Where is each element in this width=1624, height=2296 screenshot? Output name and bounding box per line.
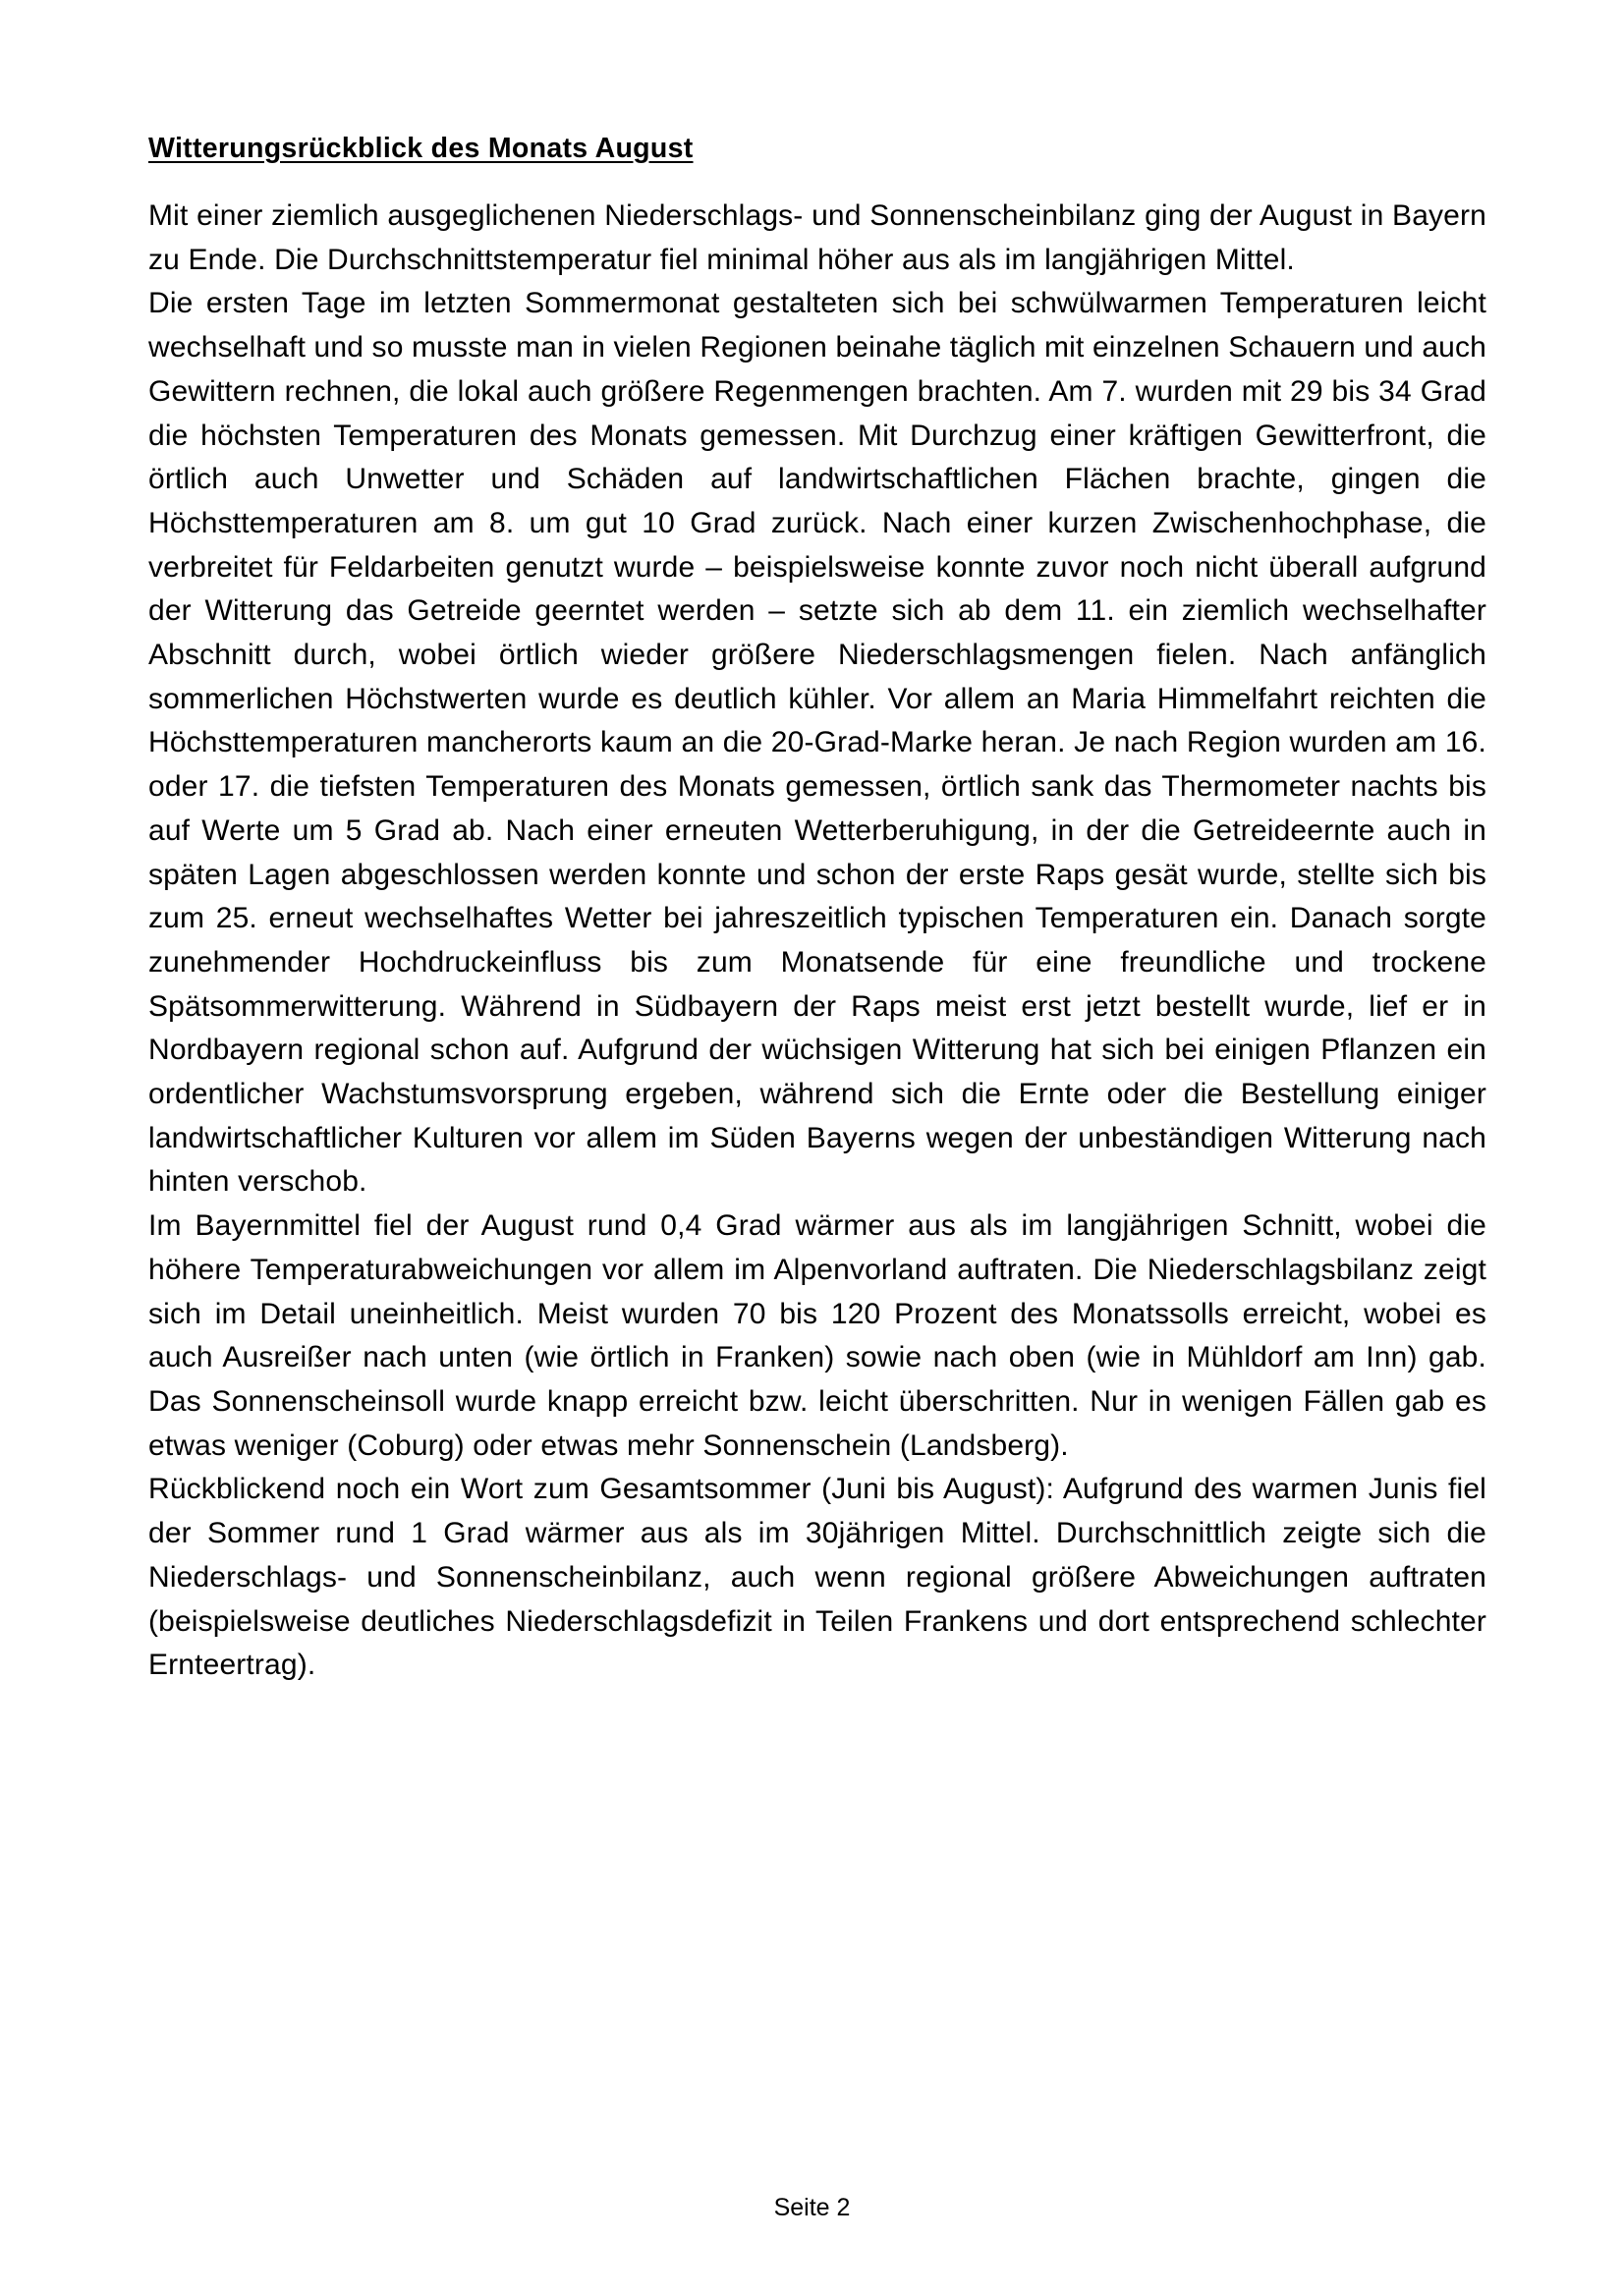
paragraph-bavaria-average: Im Bayernmittel fiel der August rund 0,4 Grad wärmer aus als im langjährigen Schnitt, wobei die höhere Temperaturabweichungen vor allem im Alpenvorland auftraten. Die Niederschlagsbilanz zeigt sich im Detail uneinheitlich. Meist wurden 70 bis 120 Prozent des Monatssolls erreicht, wobei es auch Ausreißer nach unten (wie örtlich in Franken) sowie nach oben (wie in Mühldorf am Inn) gab. Das Sonnenscheinsoll wurde knapp erreicht bzw. leicht überschritten. Nur in wenigen Fällen gab es etwas weniger (Coburg) oder etwas mehr Sonnenschein (Landsberg). xyxy=(148,1209,1486,1462)
document-title: Witterungsrückblick des Monats August xyxy=(148,133,694,164)
document-body xyxy=(148,127,1486,1688)
paragraph-summary: Mit einer ziemlich ausgeglichenen Niederschlags- und Sonnenscheinbilanz ging der August in Bayern zu Ende. Die Durchschnittstemperatur fiel minimal höher aus als im langjährigen Mittel. xyxy=(148,199,1486,276)
page-number: Seite 2 xyxy=(773,2194,851,2221)
paragraph-summer-review: Rückblickend noch ein Wort zum Gesamtsommer (Juni bis August): Aufgrund des warmen Junis fiel der Sommer rund 1 Grad wärmer aus als im 30jährigen Mittel. Durchschnittlich zeigte sich die Niederschlags- und Sonnenscheinbilanz, auch wenn regional größere Abweichungen auftraten (beispielsweise deutliches Niederschlagsdefizit in Teilen Frankens und dort entsprechend schlechter Ernteertrag). xyxy=(148,1473,1486,1682)
paragraph-weather-course: Die ersten Tage im letzten Sommermonat gestalteten sich bei schwülwarmen Temperaturen leicht wechselhaft und so musste man in vielen Regionen beinahe täglich mit einzelnen Schauern und auch Gewittern rechnen, die lokal auch größere Regenmengen brachten. Am 7. wurden mit 29 bis 34 Grad die höchsten Temperaturen des Monats gemessen. Mit Durchzug einer kräftigen Gewitterfront, die örtlich auch Unwetter und Schäden auf landwirtschaftlichen Flächen brachte, gingen die Höchsttemperaturen am 8. um gut 10 Grad zurück. Nach einer kurzen Zwischenhochphase, die verbreitet für Feldarbeiten genutzt wurde – beispielsweise konnte zuvor noch nicht überall aufgrund der Witterung das Getreide geerntet werden – setzte sich ab dem 11. ein ziemlich wechselhafter Abschnitt durch, wobei örtlich wieder größere Niederschlagsmengen fielen. Nach anfänglich sommerlichen Höchstwerten wurde es deutlich kühler. Vor allem an Maria Himmelfahrt reichten die Höchsttemperaturen mancherorts kaum an die 20-Grad-Marke heran. Je nach Region wurden am 16. oder 17. die tiefsten Temperaturen des Monats gemessen, örtlich sank das Thermometer nachts bis auf Werte um 5 Grad ab. Nach einer erneuten Wetterberuhigung, in der die Getreideernte auch in späten Lagen abgeschlossen werden konnte und schon der erste Raps gesät wurde, stellte sich bis zum 25. erneut wechselhaftes Wetter bei jahreszeitlich typischen Temperaturen ein. Danach sorgte zunehmender Hochdruckeinfluss bis zum Monatsende für eine freundliche und trockene Spätsommerwitterung. Während in Südbayern der Raps meist erst jetzt bestellt wurde, lief er in Nordbayern regional schon auf. Aufgrund der wüchsigen Witterung hat sich bei einigen Pflanzen ein ordentlicher Wachstumsvorsprung ergeben, während sich die Ernte oder die Bestellung einiger landwirtschaftlicher Kulturen vor allem im Süden Bayerns wegen der unbeständigen Witterung nach hinten verschob. xyxy=(148,287,1486,1199)
